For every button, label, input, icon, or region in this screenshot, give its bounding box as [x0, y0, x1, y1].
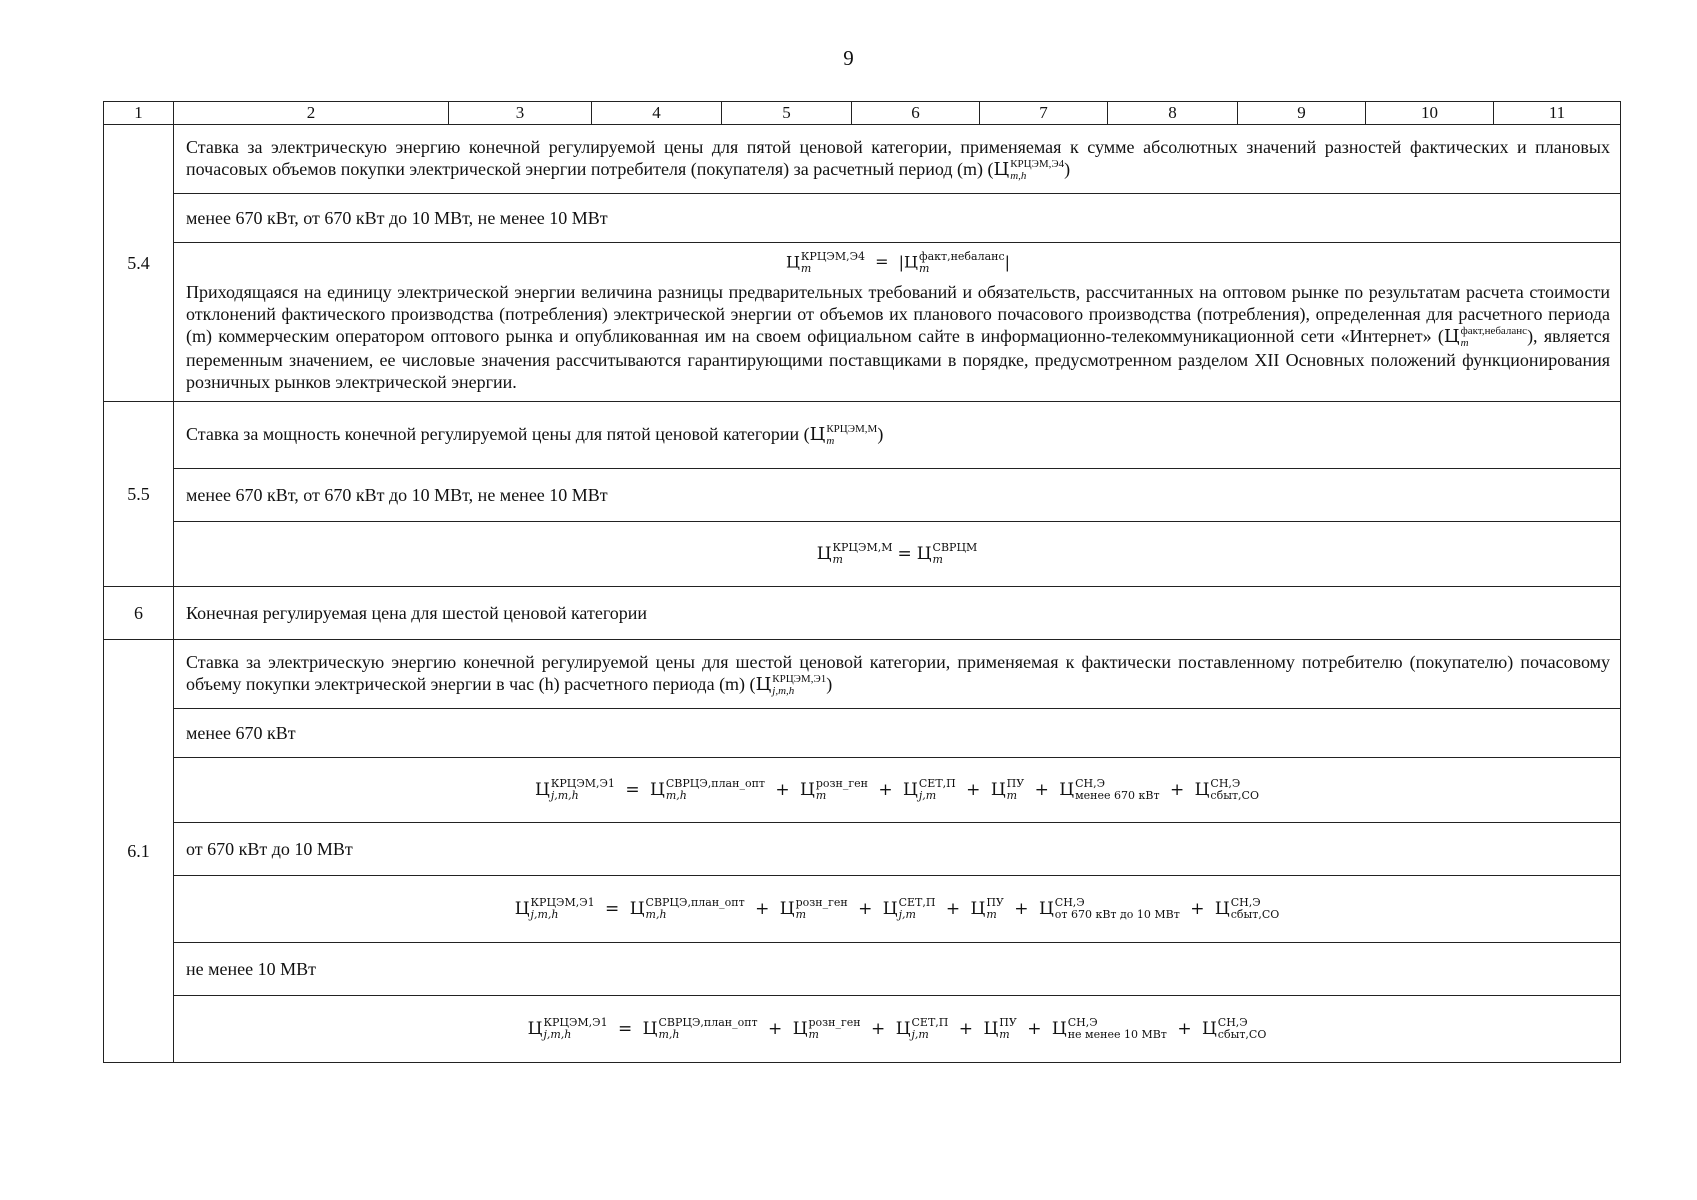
column-header: 2: [174, 102, 449, 125]
capacity-range: от 670 кВт до 10 МВт: [174, 823, 1621, 876]
price-symbol: Ц КРЦЭМ,Э4 m,h: [993, 158, 1065, 183]
table-row: [104, 194, 1621, 243]
table-row: [104, 402, 1621, 469]
section-title: Конечная регулируемая цена для шестой ценовой категории: [174, 587, 1621, 640]
rate-title: Ставка за мощность конечной регулируемой цены для пятой ценовой категории (Ц КРЦЭМ,М m ): [174, 402, 1621, 469]
description-text: Приходящаяся на единицу электрической энергии величина разницы предварительных требований и обязательств, рассчитанных на оптовом рынке по результатам расчета стоимости отклонений фактического производства (потребления) электрической энергии от объемов их планового почасового производства (потребления), определенная для расчетного периода (m) коммерческим оператором оптового рынка и опубликованная им на своем официальном сайте в информационно-телекоммуникационной сети «Интернет» (: [186, 281, 1610, 346]
column-header: 8: [1108, 102, 1238, 125]
table-row: [104, 996, 1621, 1063]
rate-title: Ставка за электрическую энергию конечной регулируемой цены для шестой ценовой категории, применяемая к фактически поставленному потребителю (покупателю) почасовому объему покупки электрической энергии в час (h) расчетного периода (m) (Ц КРЦЭМ,Э1 j,m,h ): [174, 640, 1621, 709]
row-number: 5.4: [104, 125, 174, 402]
price-symbol: Ц факт,небаланс m: [1443, 325, 1528, 350]
table-row: [104, 243, 1621, 402]
formula: Ц КРЦЭМ,Э1 j,m,h = Ц СВРЦЭ,план_опт m,h + Ц розн_ген m + Ц СЕТ,П j,m + Ц ПУ m + Ц СН,Э от 670 кВт до 10 МВт + Ц СН,Э сбыт,СО: [174, 876, 1621, 943]
rate-title-text: Ставка за электрическую энергию конечной регулируемой цены для пятой ценовой категории, применяемая к сумме абсолютных значений разностей фактических и плановых почасовых объемов покупки электрической энергии потребителя (покупателя) за расчетный период (m) (: [186, 136, 1610, 179]
column-header: 5: [722, 102, 852, 125]
capacity-range: менее 670 кВт: [174, 709, 1621, 758]
price-symbol: Ц КРЦЭМ,Э1 j,m,h: [755, 673, 827, 698]
table-row: [104, 522, 1621, 587]
page-number: 9: [843, 46, 854, 70]
table-row: [104, 125, 1621, 194]
formula: Ц КРЦЭМ,Э1 j,m,h = Ц СВРЦЭ,план_опт m,h + Ц розн_ген m + Ц СЕТ,П j,m + Ц ПУ m + Ц СН,Э не менее 10 МВт + Ц СН,Э сбыт,СО: [174, 996, 1621, 1063]
row-number: 6.1: [104, 640, 174, 1063]
capacity-range: менее 670 кВт, от 670 кВт до 10 МВт, не менее 10 МВт: [174, 194, 1621, 243]
description-cell: [174, 243, 1621, 402]
table-row: [104, 709, 1621, 758]
rate-title: Ставка за электрическую энергию конечной регулируемой цены для пятой ценовой категории, применяемая к сумме абсолютных значений разностей фактических и плановых почасовых объемов покупки электрической энергии потребителя (покупателя) за расчетный период (m) (Ц КРЦЭМ,Э4 m,h ): [174, 125, 1621, 194]
row-number: 5.5: [104, 402, 174, 587]
table-header-row: [104, 102, 1621, 125]
column-header: 7: [980, 102, 1108, 125]
capacity-range: не менее 10 МВт: [174, 943, 1621, 996]
table-row: [104, 758, 1621, 823]
formula: Ц КРЦЭМ,Э1 j,m,h = Ц СВРЦЭ,план_опт m,h + Ц розн_ген m + Ц СЕТ,П j,m + Ц ПУ m + Ц СН,Э менее 670 кВт + Ц СН,Э сбыт,СО: [174, 758, 1621, 823]
table-row: [104, 823, 1621, 876]
tariff-table: [103, 101, 1621, 1063]
row-number: 6: [104, 587, 174, 640]
column-header: 1: [104, 102, 174, 125]
description-text: ), является переменным значением, ее числовые значения рассчитываются гарантирующими поставщиками в порядке, предусмотренном разделом XII Основных положений функционирования розничных рынков электрической энергии.: [186, 325, 1611, 393]
table-row: [104, 469, 1621, 522]
table-row: [104, 943, 1621, 996]
column-header: 11: [1494, 102, 1621, 125]
table-row: [104, 876, 1621, 943]
capacity-range: менее 670 кВт, от 670 кВт до 10 МВт, не менее 10 МВт: [174, 469, 1621, 522]
formula: Ц КРЦЭМ,М m = Ц СВРЦМ m: [174, 522, 1621, 587]
column-header: 4: [592, 102, 722, 125]
table-row: [104, 587, 1621, 640]
price-symbol: Ц КРЦЭМ,М m: [809, 423, 878, 448]
column-header: 10: [1366, 102, 1494, 125]
column-header: 3: [449, 102, 592, 125]
column-header: 9: [1238, 102, 1366, 125]
table-row: [104, 640, 1621, 709]
formula: Ц КРЦЭМ,Э4 m = |Ц факт,небаланс m |: [785, 249, 1011, 275]
column-header: 6: [852, 102, 980, 125]
